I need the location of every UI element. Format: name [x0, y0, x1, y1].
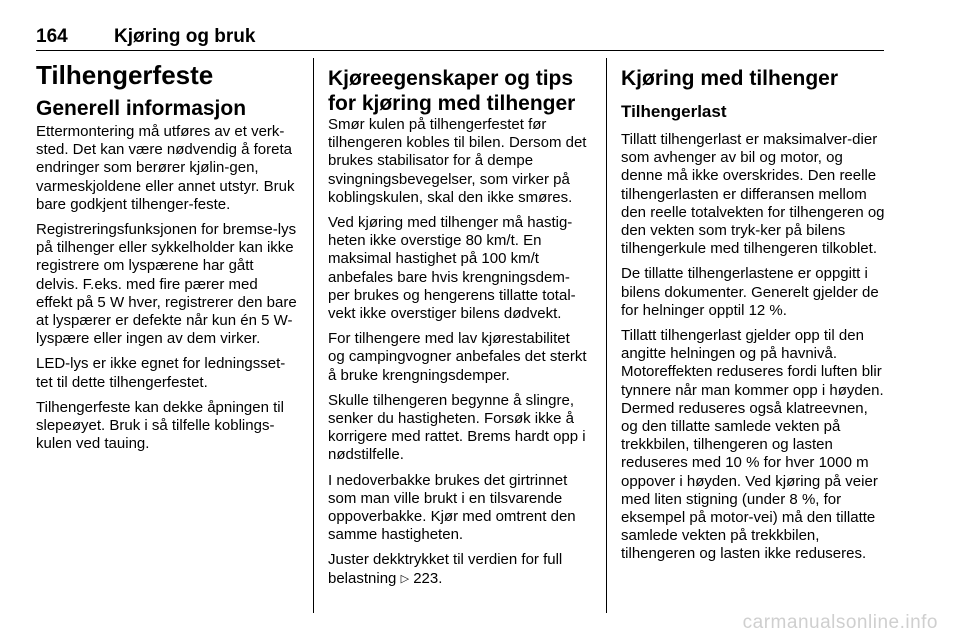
watermark: carmanualsonline.info	[742, 612, 938, 633]
column-trailer-load	[621, 58, 885, 571]
paragraph: Skulle tilhengeren begynne å slingre, senker du hastigheten. Forsøk ikke å korrigere med rattet. Brems hardt opp i nødstilfelle.	[328, 391, 586, 464]
paragraph: LED-lys er ikke egnet for ledningsset-tet til dette tilhengerfestet.	[36, 355, 286, 391]
paragraph: Smør kulen på tilhengerfestet før tilhengeren kobles til bilen. Dersom det brukes stabilisator for å dempe svingningsbevegelser, som virker på koblingskulen, skal den ikke smøres.	[328, 116, 587, 206]
section-title: Kjøreegenskaper og tips for kjøring med tilhenger	[328, 67, 576, 115]
paragraph: I nedoverbakke brukes det girtrinnet som man ville brukt i en tilsvarende oppoverbakke. Kjør med omtrent den samme hastigheten.	[328, 471, 576, 544]
chapter-title: Kjøring og bruk	[114, 26, 256, 47]
column-divider	[606, 58, 607, 613]
paragraph: For tilhengere med lav kjørestabilitet og campingvogner anbefales det sterkt å bruke krengningsdemper.	[328, 330, 587, 384]
column-divider	[313, 58, 314, 613]
paragraph: Ettermontering må utføres av et verk-sted. Det kan være nødvendig å foreta endringer som berører kjølin-gen, varmeskjoldene eller annet utstyr. Bruk bare godkjent tilhenger-feste.	[36, 123, 295, 213]
paragraph-text: Juster dekktrykket til verdien for full belastning	[328, 551, 563, 587]
section-title: Kjøring med tilhenger	[621, 67, 839, 90]
page-reference-arrow-icon: ▷	[400, 572, 410, 585]
paragraph: Registreringsfunksjonen for bremse-lys på tilhenger eller sykkelholder kan ikke registrere om lyspærene har gått delvis. F.eks. med fire pærer med effekt på 5 W hver, registrerer den bare at lyspærer er defekte når kun én 5 W-lyspære eller ingen av dem virker.	[36, 221, 297, 348]
column-trailer-hitch	[36, 58, 298, 460]
paragraph: Tillatt tilhengerlast er maksimalver-dier som avhenger av bil og motor, og denne må ikke overskrides. Den reelle tilhengerlasten er differansen mellom den reelle totalvekten for tilhengeren og den vekten som tryk-ker på bilens tilhengerkule med tilhengeren tilkoblet.	[621, 131, 885, 258]
section-subtitle: Tilhengerlast	[621, 102, 727, 121]
paragraph: De tillatte tilhengerlastene er oppgitt i bilens dokumenter. Generelt gjelder de for helninger opptil 12 %.	[621, 265, 879, 319]
column-driving-tips	[328, 58, 590, 595]
paragraph-tyre-pressure	[328, 551, 590, 587]
page-header	[36, 26, 884, 51]
paragraph: Tillatt tilhengerlast gjelder opp til den angitte helningen og på havnivå. Motoreffekten reduseres fordi luften blir tynnere når man kommer opp i høyden. Dermed reduseres også klatreevnen, og den tillatte samlede vekten på trekkbilen, tilhengeren og lasten reduseres med 10 % for hver 1000 m oppover i høyden. Ved kjøring på veier med liten stigning (under 8 %, for eksempel på motor-vei) må den tillatte samlede vekten på trekkbilen, tilhengeren og lasten ikke reduseres.	[621, 327, 884, 563]
section-title: Tilhengerfeste	[36, 60, 214, 90]
section-subtitle: Generell informasjon	[36, 97, 247, 120]
page-reference-link[interactable]: 223.	[413, 569, 443, 587]
paragraph: Ved kjøring med tilhenger må hastig-heten ikke overstige 80 km/t. En maksimal hastighet på 100 km/t anbefales bare hvis krengningsdem-per brukes og hengerens tillatte total-vekt ikke overstiger bilens dødvekt.	[328, 214, 576, 323]
page-number: 164	[36, 26, 68, 47]
paragraph: Tilhengerfeste kan dekke åpningen til slepeøyet. Bruk i så tilfelle koblings-kulen ved tauing.	[36, 398, 284, 453]
